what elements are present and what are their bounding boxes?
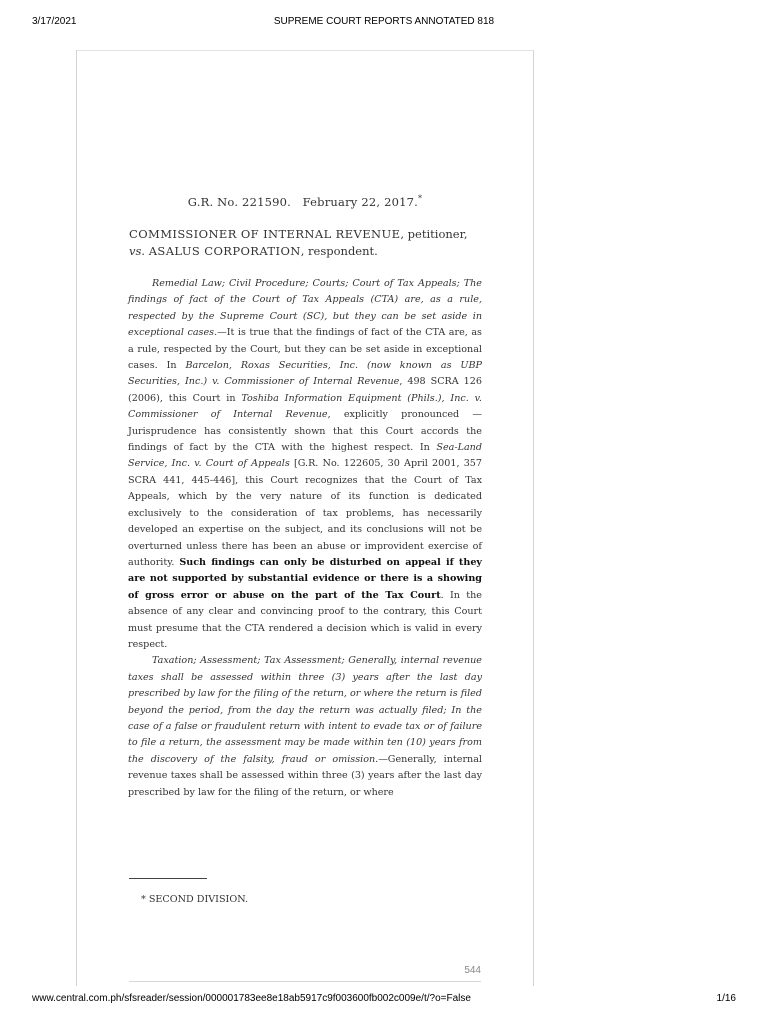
syllabus-1-keywords: Remedial Law; Civil Procedure; Courts; Court of Tax Appeals; The findings of fact of the Court of Tax Appeals (CTA) are, as a rule, respected by the Supreme Court (SC), but they can be set aside in exceptional cases.	[128, 278, 482, 339]
syllabus-2-keywords: Taxation; Assessment; Tax Assessment; Generally, internal revenue taxes shall be assessed within three (3) years after the last day prescribed by law for the filing of the return, or where the return is filed beyond the period, from the day the return was actually filed; In the case of a false or fraudulent return with intent to evade tax or of failure to file a return, the assessment may be made within ten (10) years from the discovery of the falsity, fraud or omission.	[128, 655, 482, 765]
syllabus-1-text-e: . In the absence of any clear and convincing proof to the contrary, this Court must presume that the CTA rendered a decision which is valid in every respect.	[128, 589, 482, 650]
document-page	[76, 50, 534, 986]
case-citation-toshiba: Toshiba Information Equipment (Phils.), Inc. v. Commissioner of Internal Revenue	[128, 392, 482, 421]
syllabus-2-text: —Generally, internal revenue taxes shall be assessed within three (3) years after the last day prescribed by law for the filing of the return, or where	[128, 753, 483, 798]
case-citation-sea-land: Sea-Land Service, Inc. v. Court of Appeals	[128, 442, 482, 470]
syllabus-1-text-a: —It is true that the findings of fact of the CTA are, as a rule, respected by the Court, but they can be set aside in exceptional cases. In	[128, 327, 482, 372]
print-footer	[32, 993, 736, 1007]
print-title: SUPREME COURT REPORTS ANNOTATED 818	[273, 16, 495, 27]
syllabus-body	[128, 276, 482, 801]
footnote: * SECOND DIVISION.	[141, 894, 249, 905]
print-header	[32, 16, 736, 30]
print-date: 3/17/2021	[32, 16, 77, 27]
gr-number: G.R. No. 221590.	[187, 194, 292, 209]
print-url: www.central.com.ph/sfsreader/session/000001783ee8e18ab5917c9f003600fb002c009e/t/?o=False	[32, 993, 471, 1004]
syllabus-1-text-b: , 498 SCRA 126 (2006), this Court in	[128, 376, 482, 404]
case-heading	[77, 194, 533, 209]
syllabus-1-text-d: [G.R. No. 122605, 30 April 2001, 357 SCRA 441, 445-446], this Court recognizes that the Court of Tax Appeals, which by the very nature of its function is dedicated exclusively to the consideration of tax problems, has necessarily developed an expertise on the subject, and its conclusions will not be overturned unless there has been an abuse or improvident exercise of authority.	[128, 458, 483, 568]
syllabus-1-emphasis: Such findings can only be disturbed on appeal if they are not supported by substantial evidence or there is a showing of gross error or abuse on the part of the Tax Court	[128, 556, 483, 601]
case-parties	[129, 226, 483, 260]
footnote-marker: *	[418, 194, 423, 203]
print-page-count: 1/16	[716, 993, 736, 1004]
syllabus-paragraph-1	[128, 276, 482, 653]
footnote-divider	[129, 878, 207, 879]
case-citation-barcelon: Barcelon, Roxas Securities, Inc. (now known as UBP Securities, Inc.) v. Commissioner of Internal Revenue	[128, 360, 482, 388]
page-bottom-divider	[129, 981, 481, 982]
syllabus-1-text-c: , explicitly pronounced — Jurisprudence has consistently shown that this Court accords the findings of fact by the CTA with the highest respect. In	[128, 409, 482, 454]
petitioner-name: COMMISSIONER OF INTERNAL REVENUE	[129, 227, 401, 241]
respondent-role: , respondent.	[300, 244, 378, 258]
decision-date: February 22, 2017.	[302, 194, 419, 209]
page-number: 544	[464, 965, 481, 976]
versus-label: vs.	[129, 244, 146, 258]
respondent-name: ASALUS CORPORATION	[148, 244, 301, 258]
syllabus-paragraph-2	[128, 653, 482, 801]
petitioner-role: , petitioner,	[400, 227, 468, 241]
